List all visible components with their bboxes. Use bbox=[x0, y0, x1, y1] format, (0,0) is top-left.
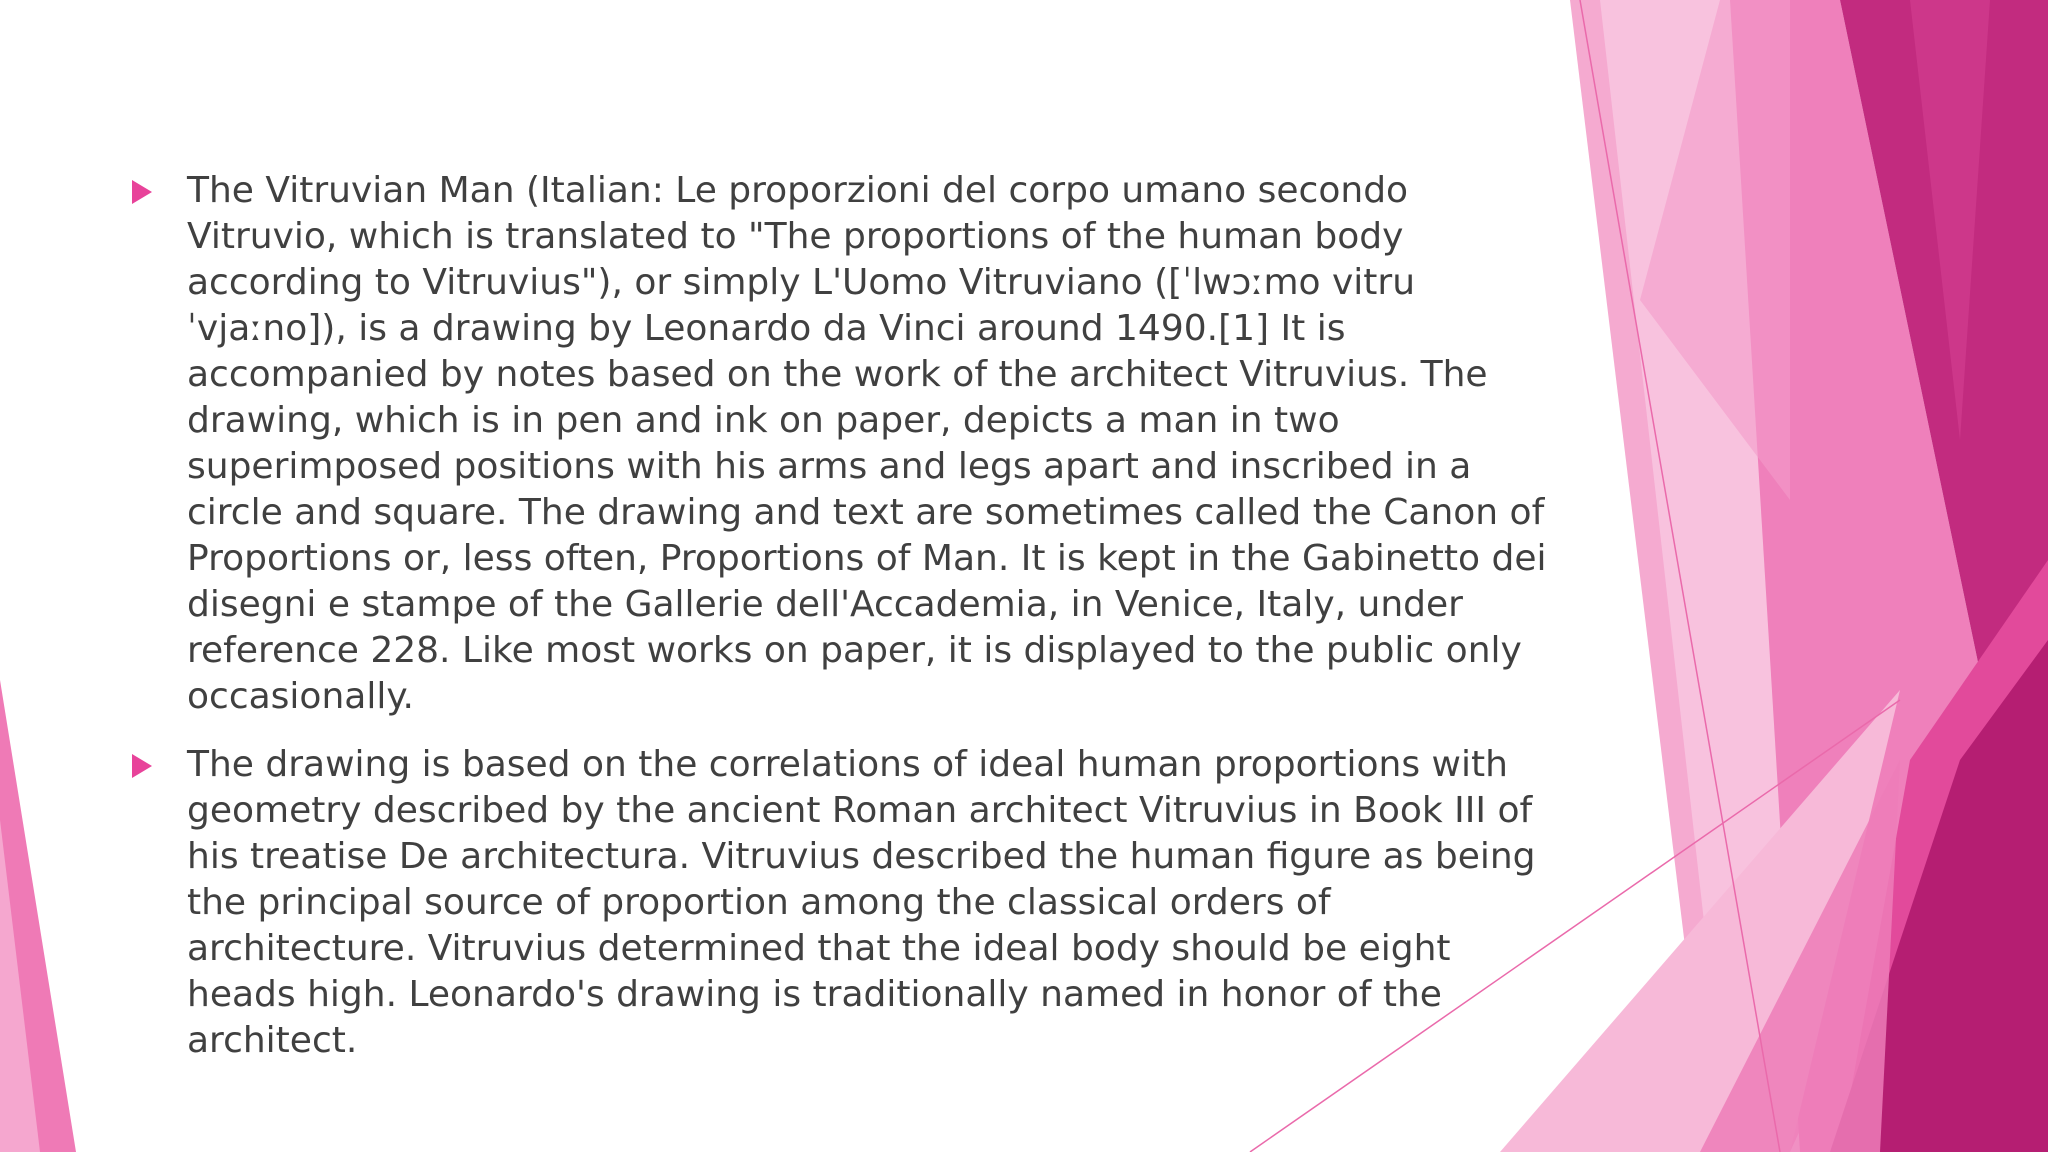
triangle-bullet-icon bbox=[132, 754, 152, 778]
slide-body bbox=[128, 168, 1548, 1086]
triangle-bullet-icon bbox=[132, 180, 152, 204]
bullet-text-1: The Vitruvian Man (Italian: Le proporzioni del corpo umano secondo Vitruvio, which is translated to "The proportions of the human body according to Vitruvius"), or simply L'Uomo Vitruviano ([ˈlwɔːmo vitruˈvjaːno]), is a drawing by Leonardo da Vinci around 1490.[1] It is accompanied by notes based on the work of the architect Vitruvius. The drawing, which is in pen and ink on paper, depicts a man in two superimposed positions with his arms and legs apart and inscribed in a circle and square. The drawing and text are sometimes called the Canon of Proportions or, less often, Proportions of Man. It is kept in the Gabinetto dei disegni e stampe of the Gallerie dell'Accademia, in Venice, Italy, under reference 228. Like most works on paper, it is displayed to the public only occasionally. bbox=[187, 170, 1547, 717]
bullet-item-1 bbox=[128, 168, 1548, 720]
bullet-text-2: The drawing is based on the correlations of ideal human proportions with geometry described by the ancient Roman architect Vitruvius in Book III of his treatise De architectura. Vitruvius described the human figure as being the principal source of proportion among the classical orders of architecture. Vitruvius determined that the ideal body should be eight heads high. Leonardo's drawing is traditionally named in honor of the architect. bbox=[187, 744, 1536, 1061]
bullet-item-2 bbox=[128, 742, 1548, 1064]
